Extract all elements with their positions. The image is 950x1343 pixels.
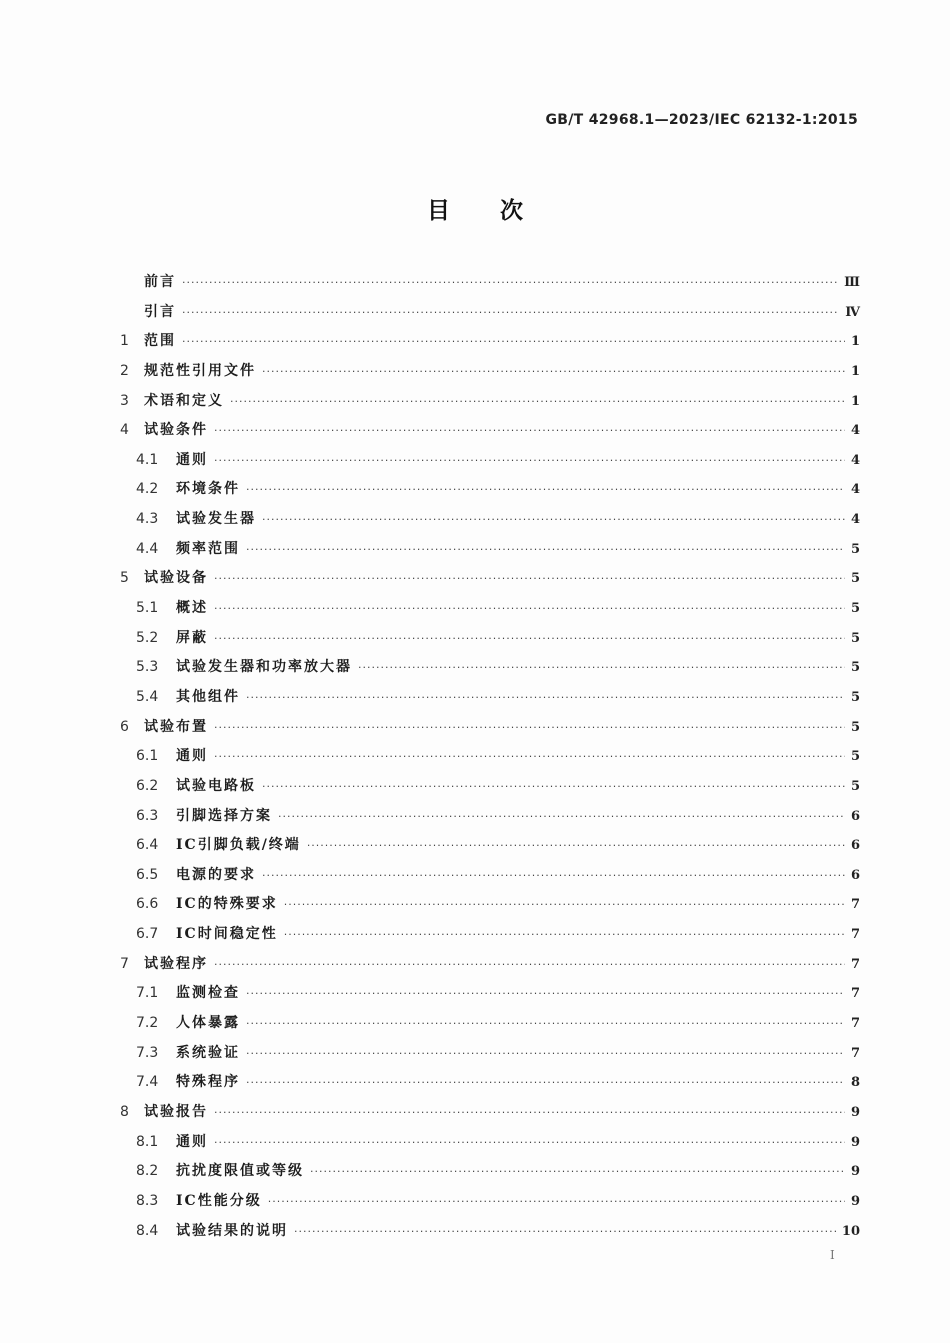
toc-entry-page: 7 [850,1045,860,1061]
toc-entry[interactable] [120,360,860,390]
page-number: Ⅰ [830,1248,835,1262]
toc-entry-number: 8.1 [136,1133,159,1150]
toc-entry-label: 规范性引用文件 [144,362,256,379]
toc-entry-label: IC性能分级 [176,1192,262,1209]
toc-entry[interactable] [120,745,860,775]
toc-entry-page: 5 [850,749,860,765]
toc-entry-label: 系统验证 [176,1044,240,1061]
toc-entry-label: 人体暴露 [176,1015,240,1032]
toc-entry-label: 抗扰度限值或等级 [176,1163,304,1180]
toc-entry-label: 屏蔽 [176,629,208,646]
toc-dot-leader [246,987,845,1000]
toc-dot-leader [214,750,845,763]
toc-entry-number: 6.2 [136,777,159,794]
toc-entry-label: 范围 [144,333,176,350]
toc-dot-leader [268,1195,845,1208]
toc-entry[interactable] [120,301,860,331]
toc-entry-number: 4 [120,422,129,439]
toc-entry-number: 4.4 [136,540,159,557]
toc-dot-leader [246,543,845,556]
toc-entry-label: IC引脚负载/终端 [176,837,301,854]
toc-entry-label: 试验结果的说明 [176,1222,288,1239]
toc-entry[interactable] [120,478,860,508]
toc-entry[interactable] [120,982,860,1012]
toc-entry-page: 4 [850,423,860,439]
toc-entry-page: 5 [850,601,860,617]
toc-dot-leader [262,513,845,526]
toc-entry-page: 5 [850,689,860,705]
toc-entry-number: 7 [120,955,129,972]
toc-entry-number: 6.7 [136,926,159,943]
toc-entry-page: 6 [850,808,860,824]
toc-entry-label: 监测检查 [176,985,240,1002]
toc-entry-page: 4 [850,452,860,468]
toc-entry-page: 5 [850,660,860,676]
toc-entry-label: 通则 [176,451,208,468]
toc-entry-number: 5.2 [136,629,159,646]
toc-dot-leader [182,335,845,348]
toc-entry-page: Ⅳ [845,304,860,320]
toc-entry[interactable] [120,419,860,449]
toc-entry-label: 试验报告 [144,1103,208,1120]
toc-entry-label: 试验程序 [144,955,208,972]
standard-code: GB/T 42968.1—2023/IEC 62132-1:2015 [545,112,858,128]
toc-entry-label: 试验电路板 [176,777,256,794]
toc-entry[interactable] [120,864,860,894]
toc-entry-page: 9 [850,1193,860,1209]
toc-entry-page: Ⅲ [844,275,860,290]
toc-entry-number: 5.4 [136,688,159,705]
toc-entry-number: 6.3 [136,807,159,824]
toc-entry[interactable] [120,834,860,864]
toc-dot-leader [182,306,839,319]
toc-entry-number: 2 [120,362,129,379]
toc-entry-number: 5 [120,570,129,587]
toc-dot-leader [310,1165,845,1178]
toc-entry[interactable] [120,627,860,657]
toc-entry-page: 4 [850,482,860,498]
toc-entry-number: 6 [120,718,129,735]
toc-entry[interactable] [120,538,860,568]
toc-entry-label: 引言 [144,303,176,320]
toc-dot-leader [214,454,845,467]
toc-entry-number: 7.3 [136,1044,159,1061]
toc-entry[interactable] [120,271,860,301]
toc-entry[interactable] [120,1190,860,1220]
toc-dot-leader [214,632,845,645]
toc-entry-number: 8.2 [136,1163,159,1180]
toc-entry-label: 概述 [176,600,208,617]
toc-entry-label: IC时间稳定性 [176,926,278,943]
toc-entry-number: 7.1 [136,985,159,1002]
toc-entry-page: 9 [850,1104,860,1120]
toc-entry[interactable] [120,686,860,716]
toc-entry-number: 7.4 [136,1074,159,1091]
toc-entry-page: 7 [850,927,860,943]
toc-entry-number: 5.1 [136,600,159,617]
toc-entry-number: 4.3 [136,511,159,528]
toc-entry-page: 7 [850,1016,860,1032]
toc-dot-leader [307,839,845,852]
toc-entry[interactable] [120,597,860,627]
toc-dot-leader [262,780,845,793]
toc-dot-leader [358,661,845,674]
toc-dot-leader [284,898,845,911]
toc-entry-label: 试验发生器和功率放大器 [176,659,352,676]
toc-entry-label: 试验布置 [144,718,208,735]
toc-dot-leader [214,1106,845,1119]
toc-entry[interactable] [120,1012,860,1042]
toc-entry-page: 7 [850,986,860,1002]
toc-dot-leader [246,691,845,704]
toc-entry-number: 6.1 [136,748,159,765]
toc-entry-label: 试验设备 [144,570,208,587]
toc-dot-leader [284,928,845,941]
toc-entry-number: 7.2 [136,1015,159,1032]
toc-entry-page: 1 [850,334,860,350]
toc-entry-label: 通则 [176,748,208,765]
toc-entry-page: 10 [841,1223,860,1239]
toc-dot-leader [214,1136,845,1149]
toc-entry-number: 8.4 [136,1222,159,1239]
toc-entry-label: IC的特殊要求 [176,896,278,913]
toc-entry-number: 3 [120,392,129,409]
toc-dot-leader [182,276,838,289]
toc-entry-number: 6.4 [136,837,159,854]
toc-entry-page: 1 [850,363,860,379]
toc-entry-number: 5.3 [136,659,159,676]
toc-dot-leader [214,424,845,437]
toc-entry[interactable] [120,449,860,479]
page-title: 目次 [427,198,573,224]
toc-entry-page: 7 [850,897,860,913]
toc-entry-number: 6.5 [136,866,159,883]
toc-entry-label: 通则 [176,1133,208,1150]
toc-entry-page: 7 [850,956,860,972]
toc-entry-page: 4 [850,512,860,528]
toc-entry[interactable] [120,775,860,805]
toc-entry-page: 5 [850,571,860,587]
toc-dot-leader [214,721,845,734]
toc-dot-leader [246,483,845,496]
toc-dot-leader [278,810,845,823]
toc-dot-leader [262,365,845,378]
toc-entry-label: 引脚选择方案 [176,807,272,824]
toc-entry[interactable] [120,656,860,686]
toc-entry[interactable] [120,567,860,597]
toc-entry-page: 5 [850,719,860,735]
toc-entry-label: 环境条件 [176,481,240,498]
toc-entry-page: 1 [850,393,860,409]
toc-entry-page: 6 [850,867,860,883]
toc-entry[interactable] [120,805,860,835]
toc-entry[interactable] [120,1042,860,1072]
toc-entry-number: 4.1 [136,451,159,468]
toc-entry-number: 1 [120,333,129,350]
toc-entry-number: 4.2 [136,481,159,498]
toc-entry-page: 5 [850,778,860,794]
toc-entry[interactable] [120,1220,860,1250]
toc-entry[interactable] [120,1101,860,1131]
toc-dot-leader [214,602,845,615]
toc-entry-page: 6 [850,838,860,854]
toc-dot-leader [262,869,845,882]
toc-entry-label: 特殊程序 [176,1074,240,1091]
toc-entry-label: 电源的要求 [176,866,256,883]
toc-entry[interactable] [120,953,860,983]
toc-entry[interactable] [120,893,860,923]
toc-entry-number: 8.3 [136,1192,159,1209]
toc-dot-leader [214,958,845,971]
toc-entry-page: 8 [850,1075,860,1091]
toc-entry-label: 试验条件 [144,422,208,439]
toc-entry-number: 6.6 [136,896,159,913]
toc-dot-leader [214,572,845,585]
toc-entry-label: 前言 [144,274,176,290]
toc-entry-label: 频率范围 [176,540,240,557]
toc-dot-leader [246,1017,845,1030]
toc-entry-label: 其他组件 [176,688,240,705]
toc-dot-leader [246,1047,845,1060]
toc-entry[interactable] [120,1071,860,1101]
toc-entry[interactable] [120,1160,860,1190]
toc-entry-page: 5 [850,541,860,557]
toc-entry-label: 试验发生器 [176,511,256,528]
toc-dot-leader [246,1076,845,1089]
table-of-contents [120,271,860,1249]
toc-entry[interactable] [120,330,860,360]
toc-entry-label: 术语和定义 [144,392,224,409]
toc-dot-leader [230,395,845,408]
toc-entry[interactable] [120,716,860,746]
toc-entry[interactable] [120,390,860,420]
toc-entry[interactable] [120,508,860,538]
toc-dot-leader [294,1225,836,1238]
toc-entry[interactable] [120,923,860,953]
toc-entry-page: 9 [850,1164,860,1180]
toc-entry-number: 8 [120,1103,129,1120]
toc-entry-page: 5 [850,630,860,646]
toc-entry-page: 9 [850,1134,860,1150]
toc-entry[interactable] [120,1131,860,1161]
